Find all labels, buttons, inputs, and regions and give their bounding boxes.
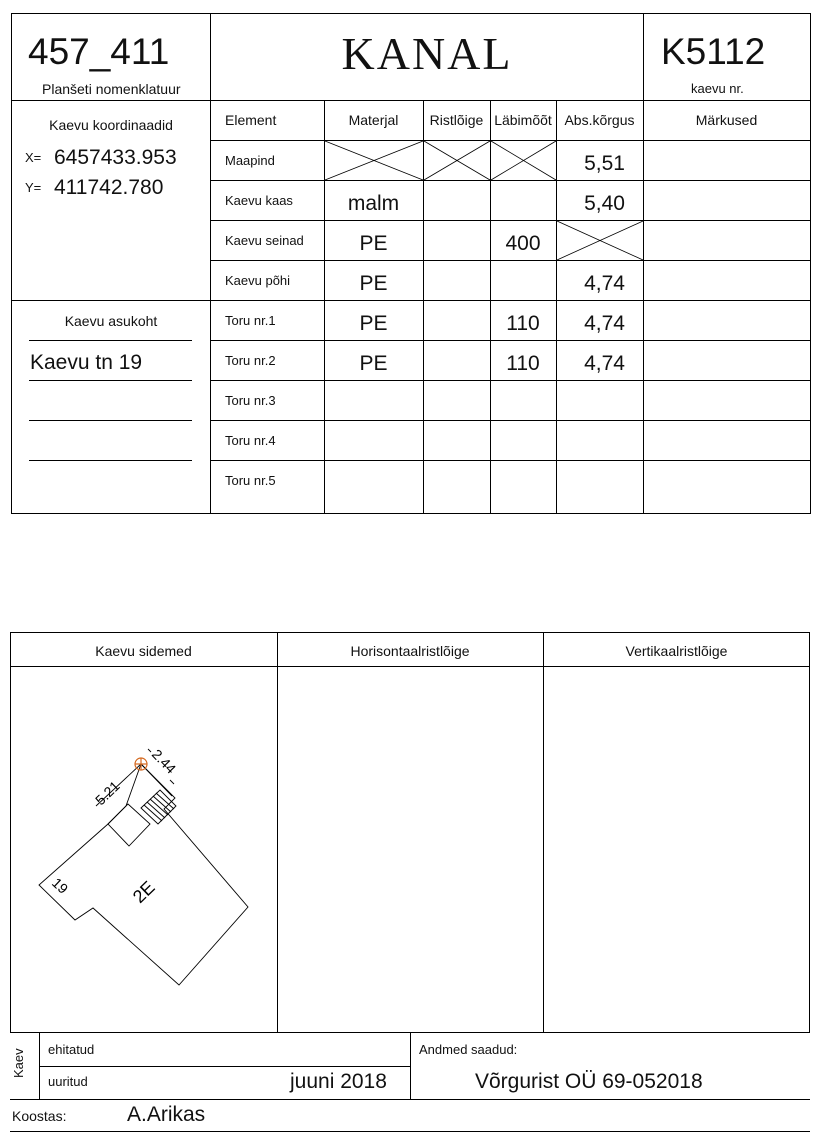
- sheet-number: 457_411: [28, 31, 170, 72]
- row-element: Toru nr.5: [225, 473, 276, 488]
- row-material: malm: [347, 192, 400, 215]
- col-header-notes: Märkused: [695, 112, 758, 128]
- col-header-diameter: Läbimõõt: [494, 112, 552, 128]
- dimension-label-b: 2.44: [148, 745, 180, 777]
- row-element: Toru nr.2: [225, 353, 276, 368]
- row-element: Kaevu kaas: [225, 193, 293, 208]
- horizontal-section-label: Horisontaalristlõige: [350, 643, 470, 659]
- x-label: X=: [25, 150, 42, 165]
- location-label: Kaevu asukoht: [64, 313, 158, 329]
- x-coordinate: 6457433.953: [54, 146, 177, 169]
- building-outline: [39, 764, 248, 985]
- row-material: PE: [359, 272, 388, 295]
- house-number-label: 19: [48, 874, 72, 897]
- data-source-label: Andmed saadud:: [419, 1042, 518, 1057]
- y-coordinate: 411742.780: [54, 176, 164, 199]
- row-height: 5,51: [584, 152, 625, 175]
- row-material: PE: [359, 352, 388, 375]
- page-title: KANAL: [341, 28, 513, 79]
- col-header-cross-section: Ristlõige: [429, 112, 484, 128]
- row-diameter: 400: [505, 232, 541, 255]
- y-label: Y=: [25, 180, 42, 195]
- row-element: Kaevu seinad: [225, 233, 304, 248]
- kaev-label: Kaev: [11, 1048, 26, 1078]
- row-height: 5,40: [584, 192, 625, 215]
- compiled-by: A.Arikas: [127, 1103, 206, 1126]
- well-marker: [135, 758, 147, 770]
- row-diameter: 110: [506, 312, 540, 335]
- row-element: Toru nr.4: [225, 433, 276, 448]
- row-diameter: 110: [506, 352, 540, 375]
- well-number: K5112: [661, 31, 766, 72]
- location-value: Kaevu tn 19: [30, 351, 143, 374]
- row-element: Toru nr.1: [225, 313, 276, 328]
- vertical-section-label: Vertikaalristlõige: [625, 643, 728, 659]
- row-element: Maapind: [225, 153, 275, 168]
- col-header-abs-height: Abs.kõrgus: [564, 112, 635, 128]
- row-material: PE: [359, 232, 388, 255]
- dimension-label-a: 5.21: [91, 777, 123, 809]
- coordinates-label: Kaevu koordinaadid: [49, 117, 173, 133]
- measured-label: uuritud: [48, 1074, 88, 1089]
- sidemed-label: Kaevu sidemed: [95, 643, 192, 659]
- measured-date: juuni 2018: [290, 1070, 387, 1093]
- col-header-element: Element: [225, 112, 277, 128]
- row-height: 4,74: [584, 352, 625, 375]
- col-header-material: Materjal: [348, 112, 399, 128]
- well-number-label: kaevu nr.: [691, 81, 744, 96]
- row-height: 4,74: [584, 312, 625, 335]
- compiled-label: Koostas:: [12, 1108, 67, 1124]
- built-label: ehitatud: [48, 1042, 95, 1057]
- row-element: Toru nr.3: [225, 393, 276, 408]
- house-floors-label: 2E: [128, 877, 159, 907]
- stair-steps: [144, 793, 174, 821]
- row-element: Kaevu põhi: [225, 273, 291, 288]
- row-material: PE: [359, 312, 388, 335]
- sheet-label: Planšeti nomenklatuur: [42, 81, 181, 97]
- row-height: 4,74: [584, 272, 625, 295]
- data-source-value: Võrgurist OÜ 69-052018: [475, 1070, 703, 1093]
